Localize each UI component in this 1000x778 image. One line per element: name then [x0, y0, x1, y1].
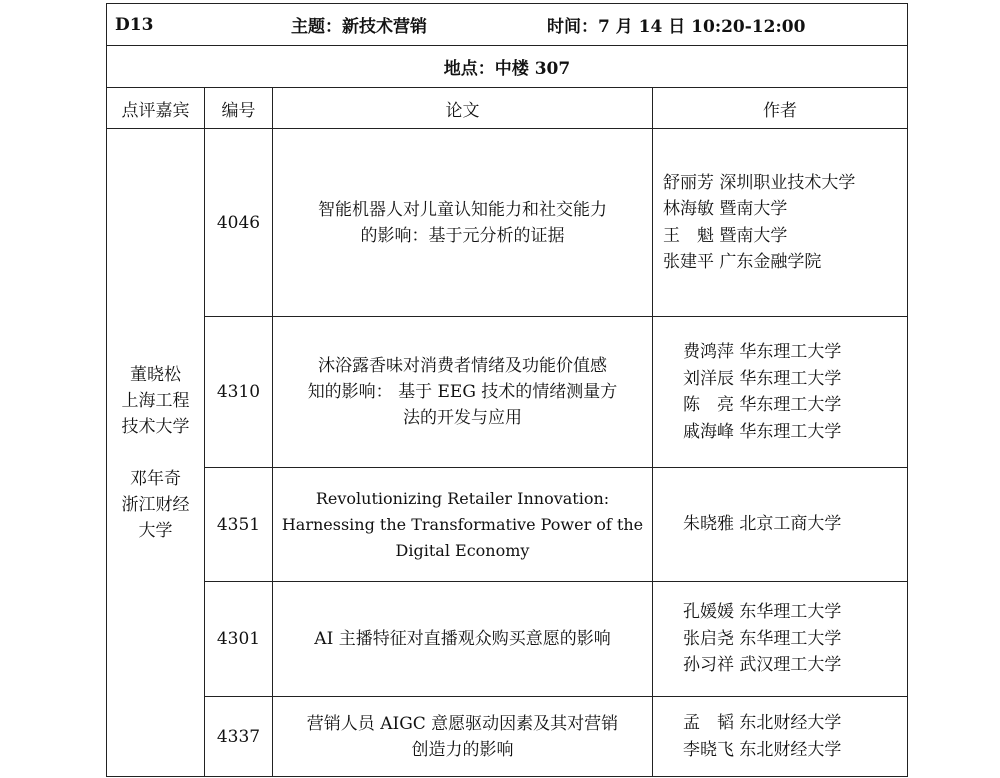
session-location-row: [107, 46, 908, 88]
session-theme: 主题：新技术营销: [291, 17, 427, 37]
table-row: [107, 468, 908, 582]
reviewer-affiliation: 技术大学: [121, 416, 190, 437]
author: 张建平 广东金融学院: [663, 252, 822, 272]
reviewer-affiliation: 浙江财经: [121, 494, 190, 515]
session-time: 时间：7 月 14 日 10:20-12:00: [547, 17, 806, 37]
reviewer-affiliation: 大学: [138, 520, 173, 541]
table-row: [107, 317, 908, 468]
table-row: [107, 582, 908, 697]
session-schedule-table: [106, 3, 908, 777]
paper-number: 4301: [205, 582, 273, 697]
author: 张启尧 东华理工大学: [683, 628, 842, 649]
column-header-row: [107, 88, 908, 129]
author: 孟 韬 东北财经大学: [683, 713, 842, 733]
author: 王 魁 暨南大学: [663, 225, 788, 246]
session-id: D13: [115, 14, 154, 35]
column-header-number: 编号: [205, 88, 273, 129]
session-location: 地点：中楼 307: [107, 46, 908, 88]
column-header-paper: 论文: [273, 88, 653, 129]
table-row: [107, 697, 908, 777]
paper-authors: [653, 129, 908, 317]
paper-number: 4351: [205, 468, 273, 582]
paper-number: 4310: [205, 317, 273, 468]
author: 李晓飞 东北财经大学: [683, 739, 842, 760]
author: 孔媛媛 东华理工大学: [683, 602, 842, 623]
paper-title: AI 主播特征对直播观众购买意愿的影响: [273, 582, 653, 697]
paper-title: Revolutionizing Retailer Innovation: Harnessing the Transformative Power of the Digital Economy: [273, 468, 653, 582]
column-header-authors: 作者: [653, 88, 908, 129]
paper-number: 4337: [205, 697, 273, 777]
session-header-row: [107, 4, 908, 46]
author: 林海敏 暨南大学: [663, 199, 788, 219]
table-row: [107, 129, 908, 317]
author: 费鸿萍 华东理工大学: [683, 342, 842, 362]
author: 刘洋辰 华东理工大学: [683, 368, 842, 389]
paper-number: 4046: [205, 129, 273, 317]
paper-authors: [653, 468, 908, 582]
author: 舒丽芳 深圳职业技术大学: [663, 172, 856, 193]
paper-authors: [653, 317, 908, 468]
paper-title: 营销人员 AIGC 意愿驱动因素及其对营销 创造力的影响: [273, 697, 653, 777]
author: 朱晓雅 北京工商大学: [683, 514, 842, 535]
paper-title: 沐浴露香味对消费者情绪及功能价值感 知的影响： 基于 EEG 技术的情绪测量方 法的开发与应用: [273, 317, 653, 468]
author: 孙习祥 武汉理工大学: [683, 655, 842, 676]
reviewer: [107, 466, 204, 544]
reviewers-cell: [107, 129, 205, 777]
paper-title: 智能机器人对儿童认知能力和社交能力 的影响：基于元分析的证据: [273, 129, 653, 317]
author: 戚海峰 华东理工大学: [683, 421, 842, 442]
reviewer-name: 董晓松: [130, 364, 181, 385]
paper-authors: [653, 582, 908, 697]
author: 陈 亮 华东理工大学: [683, 395, 842, 415]
reviewer-affiliation: 上海工程: [121, 390, 190, 411]
column-header-reviewers: 点评嘉宾: [107, 88, 205, 129]
reviewer: [107, 362, 204, 440]
paper-authors: [653, 697, 908, 777]
reviewer-name: 邓年奇: [130, 468, 181, 489]
